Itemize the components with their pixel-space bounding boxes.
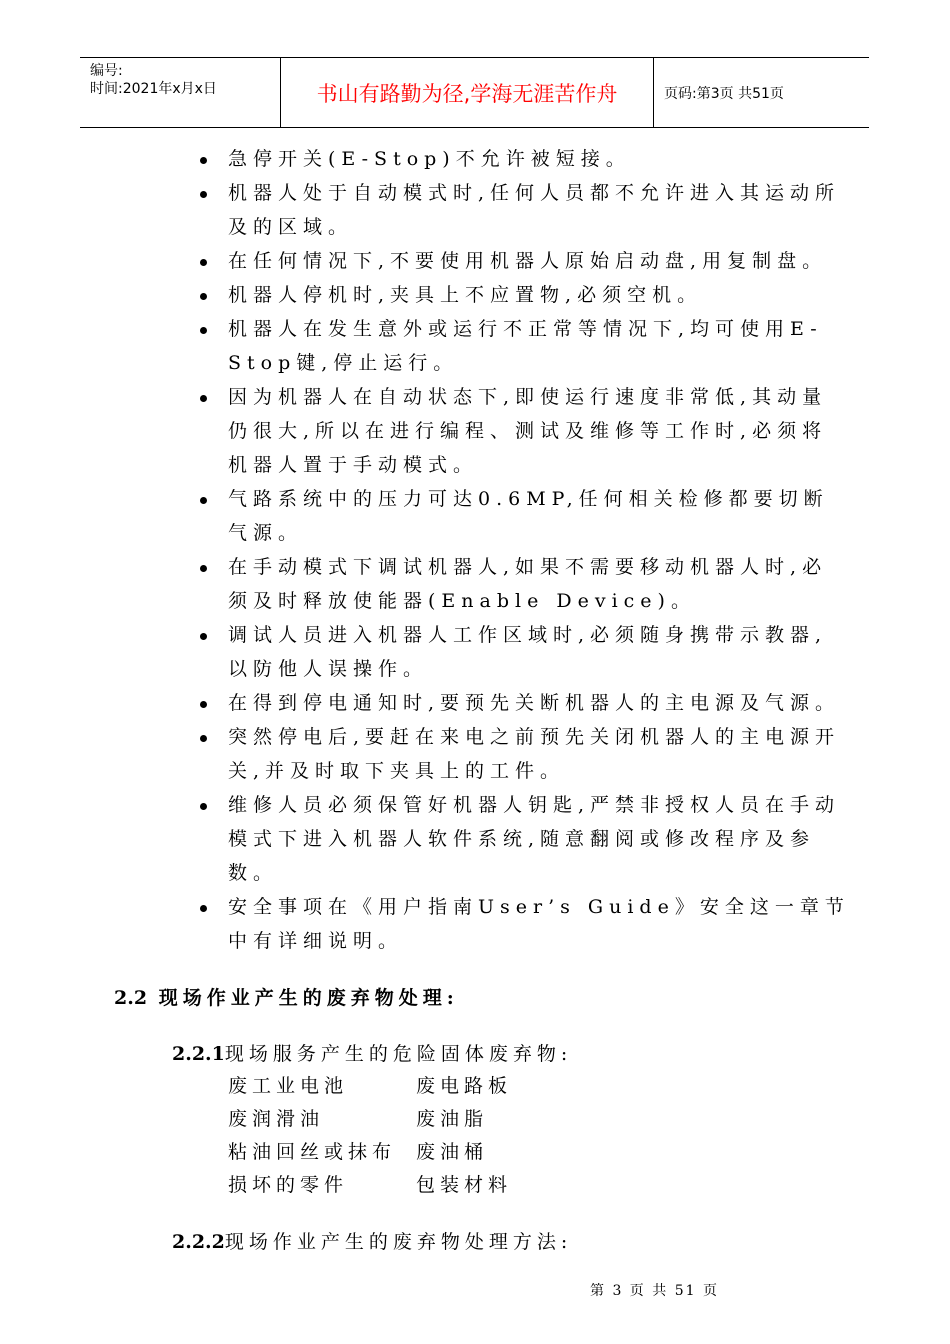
waste-item: 损坏的零件: [228, 1174, 349, 1196]
waste-item: 废油脂: [416, 1108, 489, 1130]
bullet-dot-icon: [200, 803, 207, 810]
bullet-dot-icon: [200, 633, 207, 640]
section-2-2-2-heading: 2.2.2现场作业产生的废弃物处理方法:: [172, 1231, 573, 1253]
waste-item: 废电路板: [416, 1075, 513, 1097]
bullet-text: 安全事项在《用户指南User’s Guide》安全这一章节中有详细说明。: [228, 896, 850, 952]
bullet-text: 因为机器人在自动状态下,即使运行速度非常低,其动量仍很大,所以在进行编程、测试及维修等工作时,必须将机器人置于手动模式。: [228, 386, 828, 476]
waste-item: 粘油回丝或抹布: [228, 1141, 397, 1163]
bullet-text: 突然停电后,要赶在来电之前预先关闭机器人的主电源开关,并及时取下夹具上的工件。: [228, 726, 841, 782]
bullet-dot-icon: [200, 735, 207, 742]
bullet-item: [200, 176, 850, 244]
bullet-dot-icon: [200, 293, 207, 300]
header-page-code: 页码:第3页 共51页: [664, 85, 784, 102]
header-meta: [80, 58, 281, 127]
bullet-item: [200, 244, 850, 278]
page-footer: 第 3 页 共 51 页: [590, 1283, 719, 1299]
bullet-dot-icon: [200, 157, 207, 164]
bullet-text: 调试人员进入机器人工作区域时,必须随身携带示教器,以防他人误操作。: [228, 624, 828, 680]
number-label: 编号:: [90, 63, 123, 79]
section-2-2-heading: 2.2 现场作业产生的废弃物处理:: [114, 987, 459, 1009]
bullet-text: 急停开关(E-Stop)不允许被短接。: [228, 148, 631, 170]
bullet-item: [200, 550, 850, 618]
bullet-dot-icon: [200, 327, 207, 334]
bullet-dot-icon: [200, 497, 207, 504]
bullet-text: 气路系统中的压力可达0.6MP,任何相关检修都要切断气源。: [228, 488, 829, 544]
bullet-item: [200, 890, 850, 958]
bullet-text: 机器人在发生意外或运行不正常等情况下,均可使用E-Stop键,停止运行。: [228, 318, 823, 374]
header-motto: 书山有路勤为径,学海无涯苦作舟: [281, 58, 654, 127]
bullet-text: 在得到停电通知时,要预先关断机器人的主电源及气源。: [228, 692, 841, 714]
bullet-item: [200, 618, 850, 686]
waste-item: 废工业电池: [228, 1075, 349, 1097]
bullet-text: 机器人停机时,夹具上不应置物,必须空机。: [228, 284, 703, 306]
bullet-text: 机器人处于自动模式时,任何人员都不允许进入其运动所及的区域。: [228, 182, 841, 238]
page-header: [80, 57, 869, 128]
section-2-2-1-heading: 2.2.1现场服务产生的危险固体废弃物:: [172, 1043, 573, 1065]
bullet-item: [200, 142, 850, 176]
waste-item: 废润滑油: [228, 1108, 325, 1130]
bullet-dot-icon: [200, 701, 207, 708]
bullet-dot-icon: [200, 905, 207, 912]
bullet-dot-icon: [200, 565, 207, 572]
waste-row: [228, 1136, 548, 1169]
bullet-text: 在任何情况下,不要使用机器人原始启动盘,用复制盘。: [228, 250, 828, 272]
bullet-text: 维修人员必须保管好机器人钥匙,严禁非授权人员在手动模式下进入机器人软件系统,随意翻阅或修改程序及参数。: [228, 794, 841, 884]
bullet-dot-icon: [200, 395, 207, 402]
bullet-dot-icon: [200, 191, 207, 198]
time-label: 时间:2021年x月x日: [90, 81, 217, 97]
bullet-item: [200, 720, 850, 788]
waste-row: [228, 1103, 548, 1136]
waste-item: 包装材料: [416, 1174, 513, 1196]
bullet-dot-icon: [200, 259, 207, 266]
waste-row: [228, 1169, 548, 1202]
bullet-item: [200, 788, 850, 890]
bullet-item: [200, 686, 850, 720]
bullet-item: [200, 380, 850, 482]
bullet-item: [200, 312, 850, 380]
waste-item: 废油桶: [416, 1141, 489, 1163]
bullet-item: [200, 482, 850, 550]
bullet-item: [200, 278, 850, 312]
waste-row: [228, 1070, 548, 1103]
bullet-text: 在手动模式下调试机器人,如果不需要移动机器人时,必须及时释放使能器(Enable Device)。: [228, 556, 828, 612]
waste-list: [228, 1070, 548, 1202]
safety-bullet-list: [200, 142, 850, 958]
